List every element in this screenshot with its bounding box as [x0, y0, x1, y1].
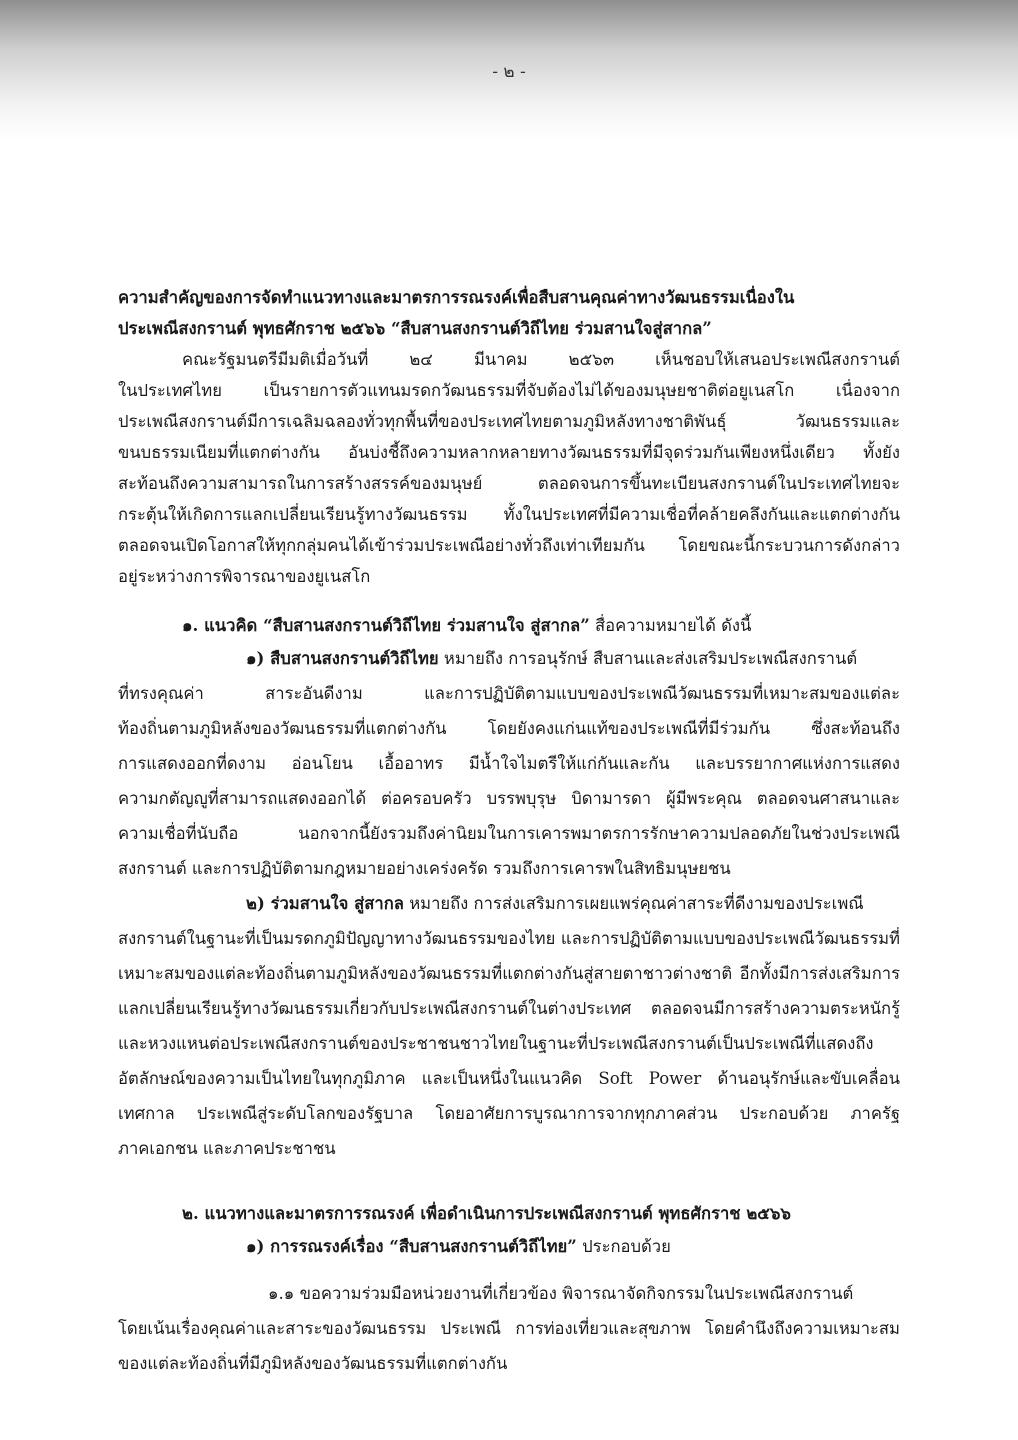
section1-heading-bold: ๑. แนวคิด “สืบสานสงกรานต์วิถีไทย ร่วมสานใจ สู่สากล”	[182, 615, 590, 635]
item2-line: สงกรานต์ในฐานะที่เป็นมรดกภูมิปัญญาทางวัฒนธรรมของไทย และการปฏิบัติตามแบบของประเพณีวัฒนธรรมที่	[118, 929, 900, 948]
title-line-1: ความสำคัญของการจัดทำแนวทางและมาตรการรณรงค์เพื่อสืบสานคุณค่าทางวัฒนธรรมเนื่องใน	[118, 287, 795, 307]
item1-line: ท้องถิ่นตามภูมิหลังของวัฒนธรรมที่แตกต่างกัน โดยยังคงแก่นแท้ของประเพณีที่มีร่วมกัน ซึ่งสะท้อนถึง	[118, 719, 900, 738]
item2-first-rest: หมายถึง การส่งเสริมการเผยแพร่คุณค่าสาระที่ดีงามของประเพณี	[403, 894, 864, 913]
sub1-line: โดยเน้นเรื่องคุณค่าและสาระของวัฒนธรรม ประเพณี การท่องเที่ยวและสุขภาพ โดยคำนึงถึงความเหมาะสม	[118, 1319, 900, 1338]
section2-item1	[118, 1229, 900, 1264]
sub1-line: ของแต่ละท้องถิ่นที่มีภูมิหลังของวัฒนธรรมที่แตกต่างกัน	[118, 1354, 508, 1373]
document-body	[118, 282, 900, 1381]
section1-item2-first	[118, 886, 900, 921]
section1-heading-rest: สื่อความหมายได้ ดังนี้	[589, 616, 752, 635]
intro-line: ขนบธรรมเนียมที่แตกต่างกัน อันบ่งชี้ถึงความหลากหลายทางวัฒนธรรมที่มีจุดร่วมกันเพียงหนึ่งเดียว ทั้งยัง	[118, 443, 900, 462]
sub1-first-line: ๑.๑ ขอความร่วมมือหน่วยงานที่เกี่ยวข้อง พิจารณาจัดกิจกรรมในประเพณีสงกรานต์	[268, 1284, 854, 1303]
intro-line: ในประเทศไทย เป็นรายการตัวแทนมรดกวัฒนธรรมที่จับต้องไม่ได้ของมนุษยชาติต่อยูเนสโก เนื่องจาก	[118, 381, 900, 400]
section1-heading	[118, 610, 900, 641]
intro-line: สะท้อนถึงความสามารถในการสร้างสรรค์ของมนุษย์ ตลอดจนการขึ้นทะเบียนสงกรานต์ในประเทศไทยจะ	[118, 474, 900, 493]
intro-line: กระตุ้นให้เกิดการแลกเปลี่ยนเรียนรู้ทางวัฒนธรรม ทั้งในประเทศที่มีความเชื่อที่คล้ายคลึงกันและแตกต่างกัน	[118, 505, 900, 524]
intro-line: อยู่ระหว่างการพิจารณาของยูเนสโก	[118, 567, 371, 586]
item1-line: การแสดงออกที่ดงาม อ่อนโยน เอื้ออาทร มีน้ำใจไมตรีให้แก่กันและกัน และบรรยากาศแห่งการแสดง	[118, 754, 900, 773]
item2-line: เทศกาล ประเพณีสู่ระดับโลกของรัฐบาล โดยอาศัยการบูรณาการจากทุกภาคส่วน ประกอบด้วย ภาครัฐ	[118, 1104, 900, 1123]
item2-line: และหวงแหนต่อประเพณีสงกรานต์ของประชาชนชาวไทยในฐานะที่ประเพณีสงกรานต์เป็นประเพณีที่แสดงถึง	[118, 1034, 874, 1053]
item2-line: แลกเปลี่ยนเรียนรู้ทางวัฒนธรรมเกี่ยวกับประเพณีสงกรานต์ในต่างประเทศ ตลอดจนมีการสร้างความตระหนักรู้	[118, 999, 900, 1018]
intro-line: ตลอดจนเปิดโอกาสให้ทุกกลุ่มคนได้เข้าร่วมประเพณีอย่างทั่วถึงเท่าเทียมกัน โดยขณะนี้กระบวนการดังกล่าว	[118, 536, 900, 555]
intro-line: ประเพณีสงกรานต์มีการเฉลิมฉลองทั่วทุกพื้นที่ของประเทศไทยตามภูมิหลังทางชาติพันธุ์ วัฒนธรรมและ	[118, 412, 900, 431]
title-line-2: ประเพณีสงกรานต์ พุทธศักราช ๒๕๖๖ “สืบสานสงกรานต์วิถีไทย ร่วมสานใจสู่สากล”	[118, 318, 712, 338]
item1-line: สงกรานต์ และการปฏิบัติตามกฎหมายอย่างเคร่งครัด รวมถึงการเคารพในสิทธิมนุษยชน	[118, 859, 731, 878]
section2-item1-rest: ประกอบด้วย	[576, 1237, 671, 1256]
page-number: - ๒ -	[492, 62, 526, 82]
item1-line: ที่ทรงคุณค่า สาระอันดีงาม และการปฏิบัติตามแบบของประเพณีวัฒนธรรมที่เหมาะสมของแต่ละ	[118, 684, 900, 703]
item1-line: ความเชื่อที่นับถือ นอกจากนี้ยังรวมถึงค่านิยมในการเคารพมาตรการรักษาความปลอดภัยในช่วงประเพณี	[118, 824, 900, 843]
item2-line: เหมาะสมของแต่ละท้องถิ่นตามภูมิหลังของวัฒนธรรมที่แตกต่างกันสู่สายตาชาวต่างชาติ อีกทั้งมีการส่งเสริมการ	[118, 964, 900, 983]
intro-line: คณะรัฐมนตรีมีมติเมื่อวันที่ ๒๔ มีนาคม ๒๕๖๓ เห็นชอบให้เสนอประเพณีสงกรานต์	[182, 350, 900, 369]
item2-label: ๒) ร่วมสานใจ สู่สากล	[246, 893, 404, 913]
item1-label: ๑) สืบสานสงกรานต์วิถีไทย	[246, 648, 439, 668]
section2-heading: ๒. แนวทางและมาตรการรณรงค์ เพื่อดำเนินการประเพณีสงกรานต์ พุทธศักราช ๒๕๖๖	[182, 1203, 791, 1223]
item2-line: อัตลักษณ์ของความเป็นไทยในทุกภูมิภาค และเป็นหนึ่งในแนวคิด Soft Power ด้านอนุรักษ์และขับเคลื่อน	[118, 1069, 900, 1088]
item2-line: ภาคเอกชน และภาคประชาชน	[118, 1139, 336, 1158]
section2-item1-label: ๑) การรณรงค์เรื่อง “สืบสานสงกรานต์วิถีไทย”	[246, 1236, 577, 1256]
item1-first-rest: หมายถึง การอนุรักษ์ สืบสานและส่งเสริมประเพณีสงกรานต์	[438, 649, 858, 668]
section1-item1-first	[118, 641, 900, 676]
item1-line: ความกตัญญูที่สามารถแสดงออกได้ ต่อครอบครัว บรรพบุรุษ บิดามารดา ผู้มีพระคุณ ตลอดจนศาสนาและ	[118, 789, 900, 808]
